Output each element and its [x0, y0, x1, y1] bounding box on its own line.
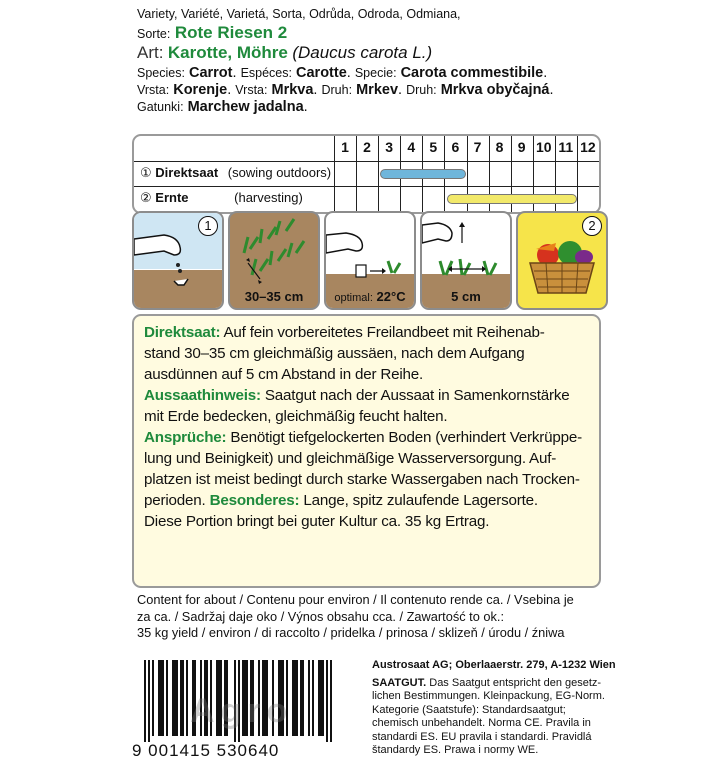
optimal-label: optimal: [334, 292, 373, 304]
pictogram-germination-temp [324, 211, 416, 310]
seed-packet-header [137, 6, 717, 116]
barcode-bar [172, 660, 178, 736]
barcode-bar [144, 660, 146, 742]
barcode-bar [158, 660, 164, 736]
notice-line [372, 704, 616, 718]
druh-value: Mrkev [356, 82, 399, 98]
month-number: 1 [341, 139, 349, 155]
especes-value: Carotte [296, 65, 347, 81]
instruction-line [144, 364, 599, 385]
month-number: 5 [429, 139, 438, 155]
calendar-row-sowing [140, 165, 331, 181]
temperature-value: 22°C [376, 289, 406, 304]
instruction-heading: Direktsaat: [144, 324, 221, 341]
notice-text: chemisch unbehandelt. Norma CE. Pravila in [372, 717, 591, 729]
harvest-period-bar [447, 194, 577, 204]
barcode-bar [166, 660, 168, 736]
barcode-bar [330, 660, 332, 742]
notice-line [372, 677, 616, 691]
instruction-text: stand 30–35 cm gleichmäßig aussäen, nach dem Aufgang [144, 345, 525, 362]
art-latin-name: (Daucus carota L.) [292, 43, 433, 62]
instruction-text: lung und Beinigkeit) und gleichmäßige Wasserversorgung. Auf- [144, 450, 557, 467]
notice-text: štandardy ES. Prawa i normy WE. [372, 744, 539, 756]
circled-two-icon: ② [140, 190, 152, 205]
instruction-text: platzen ist meist bedingt durch starke Wassergaben nach Trocken- [144, 471, 580, 488]
month-number: 7 [473, 139, 482, 155]
instruction-line [144, 427, 599, 448]
vrsta-line: Vrsta: Korenje. Vrsta: Mrkva. Druh: Mrkev. Druh: Mrkva obyčajná. [137, 82, 554, 98]
supplier-address [372, 659, 616, 758]
month-number: 4 [407, 139, 416, 155]
pictogram-row-spacing [228, 211, 320, 310]
instruction-line [144, 322, 599, 343]
vrsta-value: Korenje [173, 82, 228, 98]
contents-line: 35 kg yield / environ / di raccolto / pridelka / prinosa / sklizeň / úrodu / źniwa [137, 625, 565, 640]
barcode-bar [318, 660, 324, 736]
sorte-line [137, 24, 717, 43]
notice-text: Das Saatgut entspricht den gesetz- [426, 676, 602, 689]
circled-two-icon: 2 [582, 216, 602, 236]
pictogram-sowing [132, 211, 224, 310]
month-number: 11 [558, 139, 574, 155]
barcode-bar [308, 660, 310, 736]
instruction-heading: Besonderes: [209, 492, 300, 509]
barcode-bar [186, 660, 188, 736]
vrsta-label: Vrsta: [137, 83, 170, 97]
gatunki-line: Gatunki: Marchew jadalna. [137, 99, 308, 115]
art-name: Karotte, Möhre [167, 43, 288, 62]
contents-yield-text [137, 592, 574, 642]
notice-text: lichen Bestimmungen. Kleinpackung, EG-Norm. [372, 690, 605, 702]
notice-line [372, 731, 616, 745]
species-value: Carrot [188, 65, 233, 81]
calendar-month-grid [334, 136, 599, 212]
seed-law-notice [372, 677, 616, 758]
sowing-calendar [132, 134, 601, 214]
pictogram-harvest [516, 211, 608, 310]
contents-line: Content for about / Contenu pour environ / Il contenuto rende ca. / Vsebina je [137, 592, 574, 607]
row-spacing-label: 30–35 cm [244, 289, 304, 304]
instruction-text: Lange, spitz zulaufende Lagersorte. [299, 492, 538, 509]
instruction-line [144, 343, 599, 364]
variety-name: Rote Riesen 2 [174, 23, 288, 42]
instruction-text: mit Erde bedecken, gleichmäßig feucht halten. [144, 408, 448, 425]
pictogram-thinning [420, 211, 512, 310]
month-number: 12 [580, 139, 596, 155]
instruction-heading: Ansprüche: [144, 429, 227, 446]
druh-label-2: Druh: [406, 83, 437, 97]
month-number: 9 [517, 139, 526, 155]
month-number: 10 [535, 139, 552, 155]
contents-line: za ca. / Sadržaj daje oko / Výnos obsahu cca. / Zawartość to ok.: [137, 608, 505, 624]
month-number: 2 [363, 139, 371, 155]
art-line [137, 44, 717, 62]
calendar-row-note: (harvesting) [234, 190, 303, 205]
circled-one-icon: ① [140, 165, 152, 180]
notice-heading: SAATGUT. [372, 676, 427, 689]
instruction-line [144, 448, 599, 469]
thinning-distance-label: 5 cm [451, 289, 481, 304]
calendar-row-note: (sowing outdoors) [227, 165, 332, 180]
especes-label: Espéces: [240, 66, 292, 80]
barcode-number: 9 001415 530640 [132, 741, 280, 760]
circled-one-icon: 1 [198, 216, 218, 236]
instruction-text: Saatgut nach der Aussaat in Samenkornstärke [260, 387, 570, 404]
calendar-row-harvest [140, 190, 303, 206]
instruction-line [144, 406, 599, 427]
instruction-line [144, 469, 599, 490]
species-label: Species: [137, 66, 185, 80]
notice-line [372, 744, 616, 758]
barcode-bar [180, 660, 184, 736]
gatunki-label: Gatunki: [137, 100, 184, 114]
instruction-line [144, 385, 599, 406]
instruction-line [144, 490, 599, 511]
notice-text: Kategorie (Saatstufe): Standardsaatgut; [372, 703, 566, 716]
barcode-bar [326, 660, 328, 742]
vrsta-label-2: Vrsta: [235, 83, 268, 97]
month-number: 6 [451, 139, 460, 155]
instruction-text: perioden. [144, 492, 210, 509]
instruction-text: Auf fein vorbereitetes Freilandbeet mit Reihenab- [220, 324, 545, 341]
variety-languages-line: Variety, Variété, Varietá, Sorta, Odrůda, Odroda, Odmiana, [137, 7, 461, 21]
company-address: Austrosaat AG; Oberlaaerstr. 279, A-1232 Wien [372, 659, 616, 671]
sorte-label: Sorte: [137, 27, 171, 41]
druh-label: Druh: [321, 83, 353, 97]
calendar-row-label: Direktsaat [155, 165, 219, 180]
barcode-bar [312, 660, 314, 736]
gatunki-value: Marchew jadalna [187, 99, 304, 115]
instruction-text: Benötigt tiefgelockerten Boden (verhindert Verkrüppe- [226, 429, 582, 446]
watermark-text: Agro [190, 692, 294, 730]
temperature-label [326, 289, 414, 304]
barcode-bar [152, 660, 154, 736]
growing-instructions [132, 314, 601, 588]
pictogram-strip [132, 211, 599, 310]
notice-line [372, 717, 616, 731]
calendar-row-label: Ernte [155, 190, 189, 205]
sowing-period-bar [380, 169, 466, 179]
specie-value: Carota commestibile [400, 65, 544, 81]
vrsta-value-2: Mrkva [271, 82, 314, 98]
barcode-bar [148, 660, 150, 742]
instruction-text: ausdünnen auf 5 cm Abstand in der Reihe. [144, 366, 424, 383]
barcode-bar [300, 660, 304, 736]
instruction-heading: Aussaathinweis: [144, 387, 261, 404]
specie-label: Specie: [354, 66, 397, 80]
druh-value-2: Mrkva obyčajná [440, 82, 550, 98]
species-line: Species: Carrot. Espéces: Carotte. Specie: Carota commestibile. [137, 65, 548, 81]
notice-text: standardi ES. EU pravila i standardi. Pravidlá [372, 730, 592, 743]
instruction-line [144, 511, 599, 532]
month-number: 3 [385, 139, 394, 155]
art-label: Art: [137, 43, 164, 62]
notice-line [372, 690, 616, 704]
instruction-text: Diese Portion bringt bei guter Kultur ca. 35 kg Ertrag. [144, 513, 490, 530]
month-number: 8 [495, 139, 504, 155]
